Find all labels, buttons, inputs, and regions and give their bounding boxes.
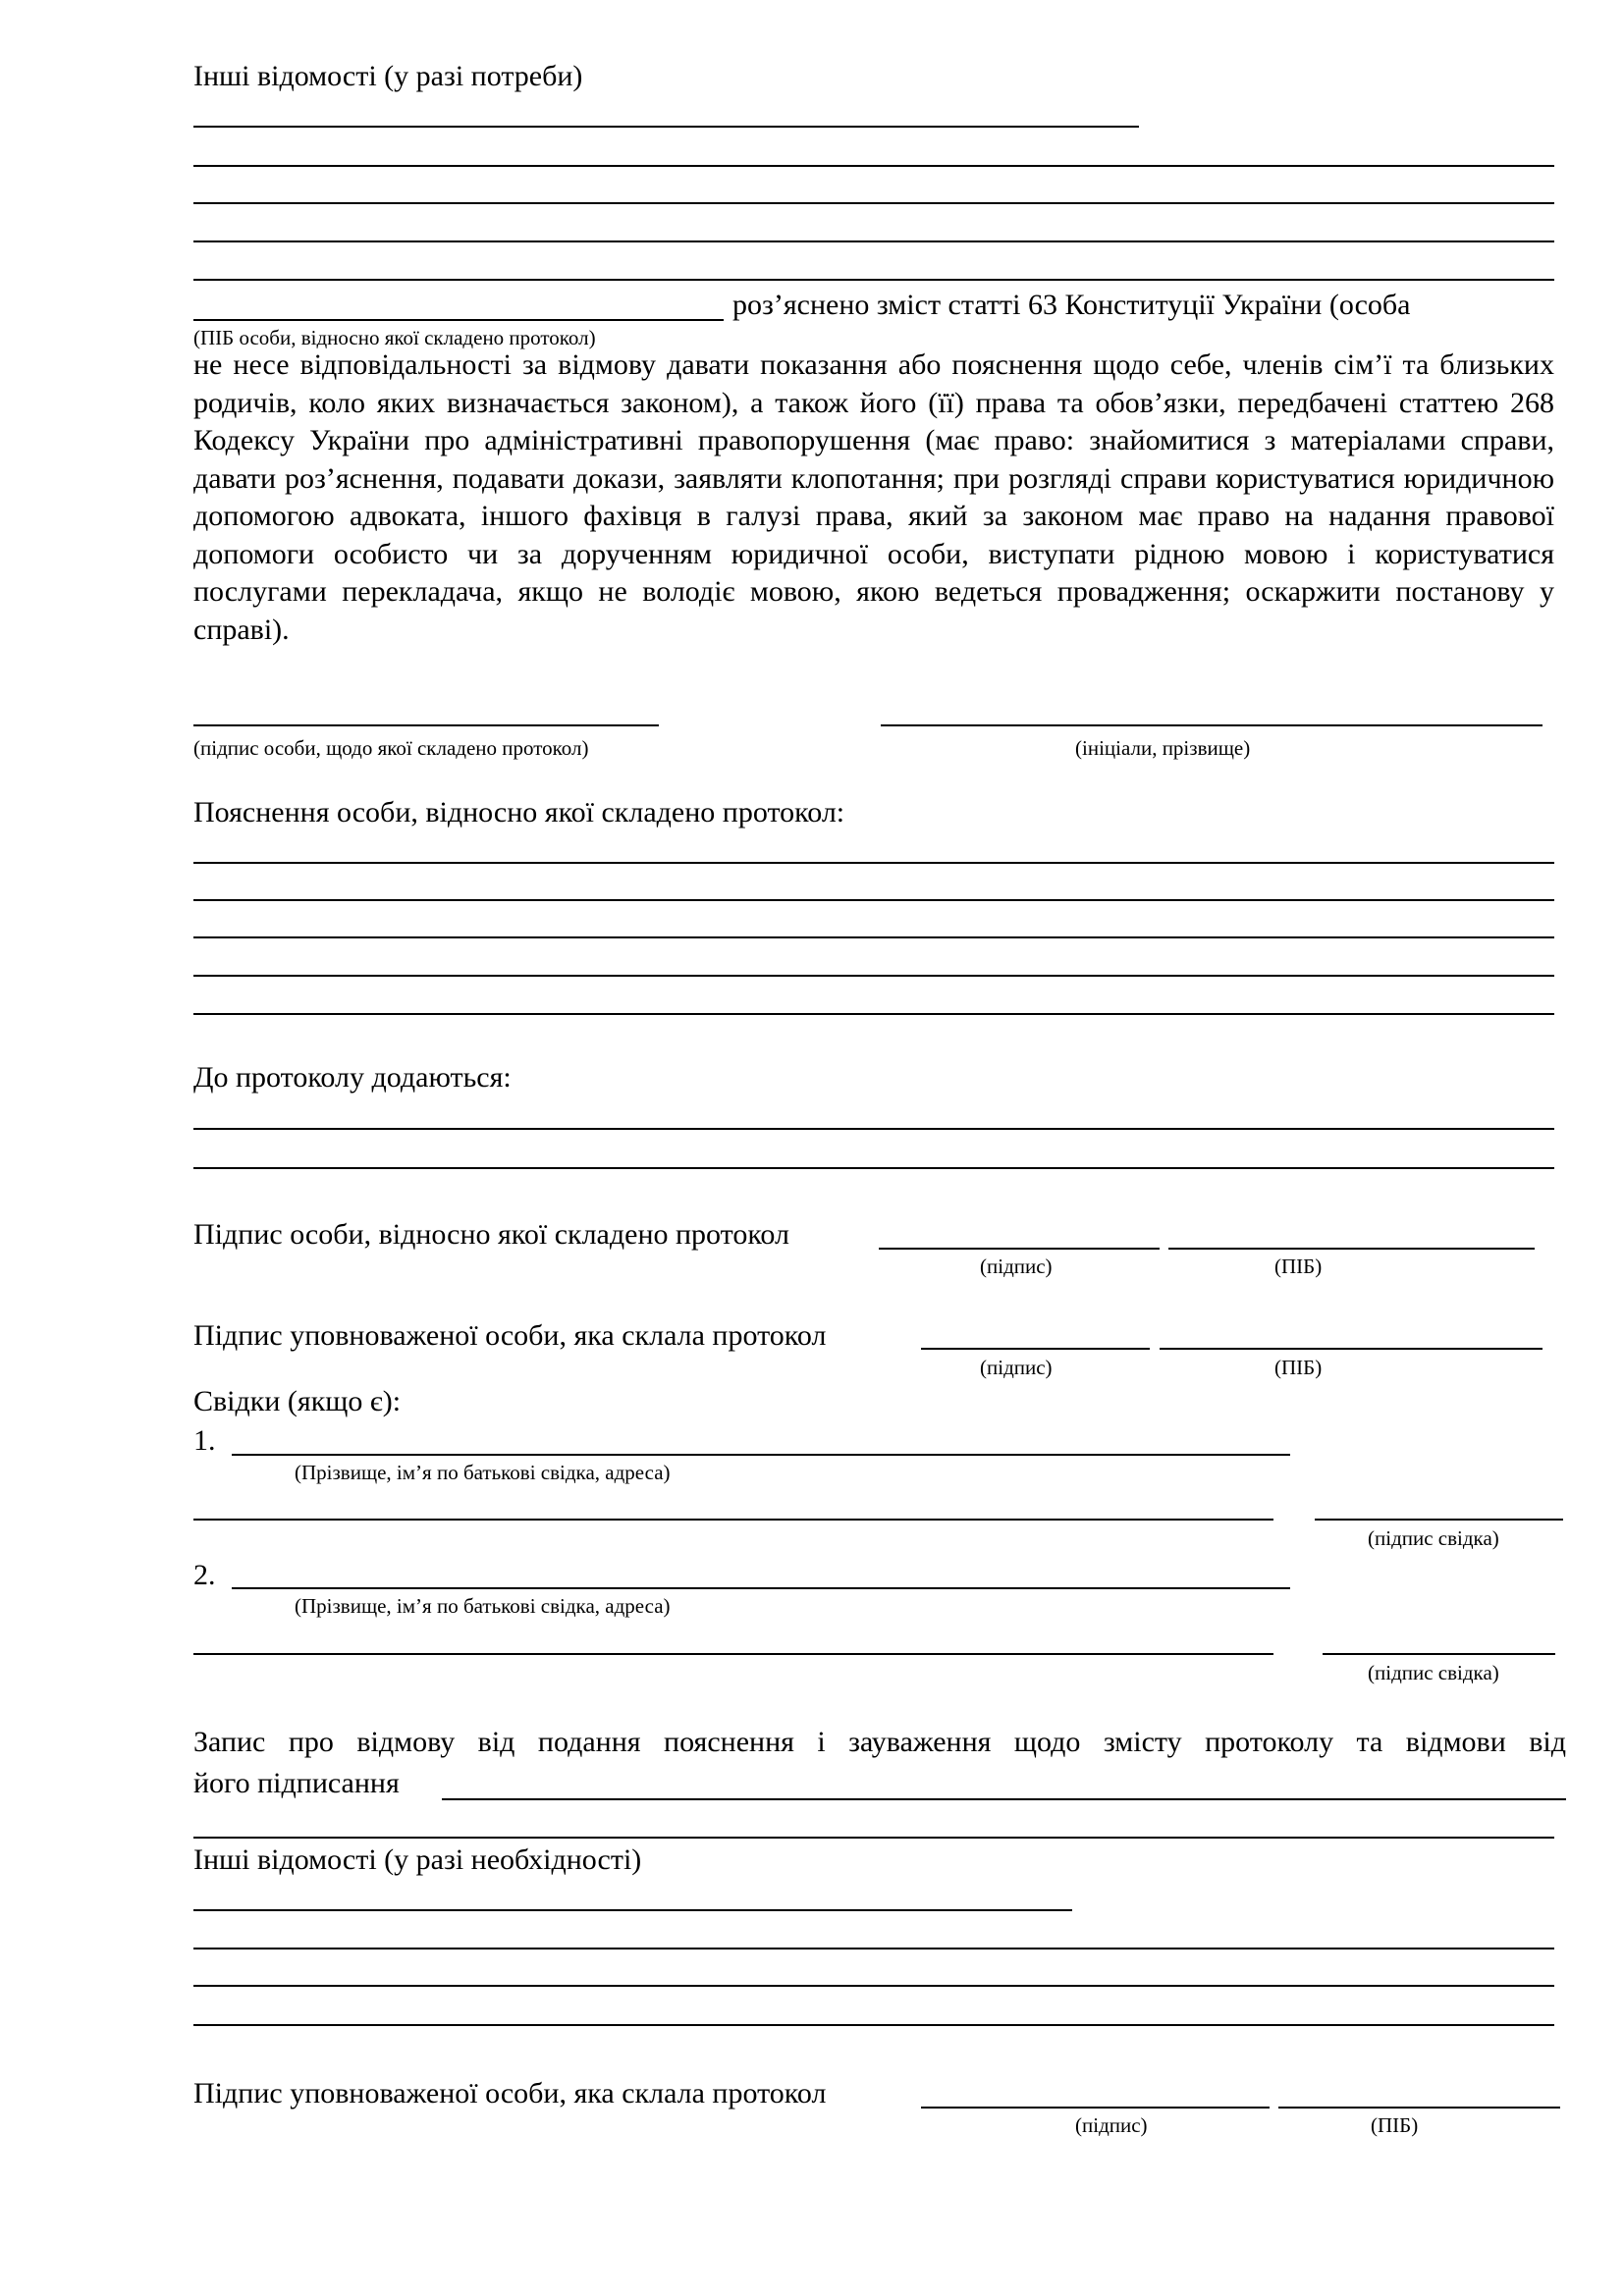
witness-1-sign-line[interactable]	[1315, 1519, 1563, 1521]
initials-caption: (ініціали, прізвище)	[1075, 736, 1251, 760]
other-info-2-heading: Інші відомості (у разі необхідності)	[193, 1843, 642, 1876]
person-name-line[interactable]	[1168, 1248, 1535, 1250]
other-info-2-line[interactable]	[193, 2024, 1554, 2026]
officer-sign-caption: (підпис)	[980, 1356, 1053, 1379]
officer-final-sign-caption: (підпис)	[1075, 2113, 1148, 2137]
refusal-line-2: його підписання	[193, 1767, 400, 1799]
explained-text: роз’яснено зміст статті 63 Конституції України (особа	[732, 289, 1411, 321]
refusal-line-1: Запис про відмову від подання пояснення і зауваження щодо змісту протоколу та відмови від	[193, 1726, 1566, 1758]
witness-1-name-line[interactable]	[232, 1454, 1290, 1456]
other-info-2-line[interactable]	[193, 1985, 1554, 1987]
witness-1-address-line[interactable]	[193, 1519, 1273, 1521]
attachments-heading: До протоколу додаються:	[193, 1061, 512, 1094]
person-sign-line[interactable]	[879, 1248, 1160, 1250]
refusal-entry-line[interactable]	[193, 1837, 1554, 1839]
witness-1-number: 1.	[193, 1424, 216, 1457]
person-signature-line[interactable]	[193, 724, 659, 726]
officer-name-line[interactable]	[1160, 1348, 1543, 1350]
person-signature-label: Підпис особи, відносно якої складено протокол	[193, 1218, 790, 1251]
person-pib-caption: (ПІБ)	[1274, 1255, 1323, 1278]
witness-2-sign-line[interactable]	[1323, 1653, 1555, 1655]
person-name-caption: (ПІБ особи, відносно якої складено протокол)	[193, 326, 596, 349]
officer-pib-caption: (ПІБ)	[1274, 1356, 1323, 1379]
witness-2-name-line[interactable]	[232, 1587, 1290, 1589]
initials-line[interactable]	[881, 724, 1543, 726]
attachments-line[interactable]	[193, 1128, 1554, 1130]
officer-signature-label: Підпис уповноваженої особи, яка склала протокол	[193, 1319, 827, 1352]
other-info-line[interactable]	[193, 165, 1554, 167]
witness-2-name-caption: (Прізвище, ім’я по батькові свідка, адреса)	[295, 1594, 671, 1618]
officer-sign-line[interactable]	[921, 1348, 1150, 1350]
other-info-line[interactable]	[193, 126, 1139, 128]
explanation-line[interactable]	[193, 862, 1554, 864]
witness-2-sign-caption: (підпис свідка)	[1368, 1661, 1499, 1684]
other-info-heading: Інші відомості (у разі потреби)	[193, 60, 583, 92]
person-sign-caption: (підпис)	[980, 1255, 1053, 1278]
officer-final-pib-caption: (ПІБ)	[1371, 2113, 1419, 2137]
explanation-line[interactable]	[193, 1013, 1554, 1015]
explanation-heading: Пояснення особи, відносно якої складено протокол:	[193, 796, 845, 828]
explanation-line[interactable]	[193, 899, 1554, 901]
other-info-line[interactable]	[193, 202, 1554, 204]
refusal-entry-line[interactable]	[442, 1798, 1566, 1800]
witnesses-heading: Свідки (якщо є):	[193, 1385, 402, 1417]
person-signature-caption: (підпис особи, щодо якої складено протокол)	[193, 736, 589, 760]
witness-1-name-caption: (Прізвище, ім’я по батькові свідка, адреса)	[295, 1461, 671, 1484]
explanation-line[interactable]	[193, 975, 1554, 977]
explanation-line[interactable]	[193, 936, 1554, 938]
other-info-line[interactable]	[193, 240, 1554, 242]
officer-final-signature-label: Підпис уповноваженої особи, яка склала протокол	[193, 2077, 827, 2109]
witness-1-sign-caption: (підпис свідка)	[1368, 1526, 1499, 1550]
other-info-2-line[interactable]	[193, 1948, 1554, 1949]
witness-2-number: 2.	[193, 1559, 216, 1591]
officer-final-sign-line[interactable]	[921, 2107, 1270, 2109]
officer-final-name-line[interactable]	[1278, 2107, 1560, 2109]
person-name-line[interactable]	[193, 319, 724, 321]
other-info-line[interactable]	[193, 279, 1554, 281]
other-info-2-line[interactable]	[193, 1909, 1072, 1911]
witness-2-address-line[interactable]	[193, 1653, 1273, 1655]
rights-paragraph: не несе відповідальності за відмову давати показання або пояснення щодо себе, членів сім’ї та близьких родичів, коло яких визначається законом), а також його (її) права та обов’язки, передбачені статтею 268 Кодексу України про адміністративні правопорушення (має право: знайомитися з матеріалами справи, давати роз’яснення, подавати докази, заявляти клопотання; при розгляді справи користуватися юридичною допомогою адвоката, іншого фахівця в галузі права, який за законом має право на надання правової допомоги особисто чи за дорученням юридичної особи, виступати рідною мовою і користуватися послугами перекладача, якщо не володіє мовою, якою ведеться провадження; оскаржити постанову у справі).	[193, 348, 1554, 646]
attachments-line[interactable]	[193, 1167, 1554, 1169]
